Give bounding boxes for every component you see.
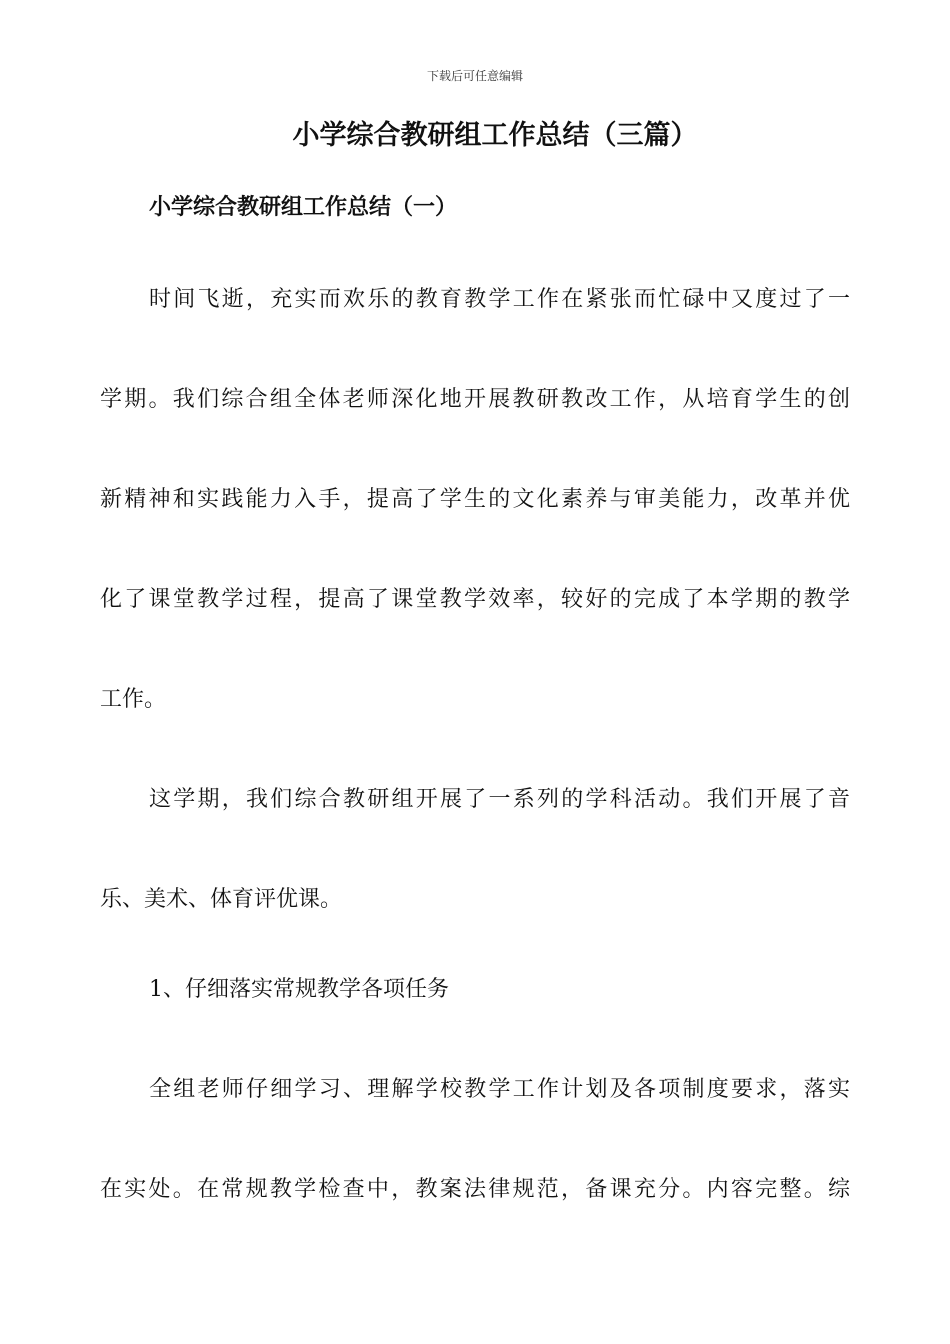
document-title: 小学综合教研组工作总结（三篇） bbox=[292, 120, 698, 151]
paragraph-line: 在实处。在常规教学检查中，教案法律规范，备课充分。内容完整。综 bbox=[100, 1177, 850, 1202]
paragraph-line: 学期。我们综合组全体老师深化地开展教研教改工作，从培育学生的创 bbox=[100, 387, 850, 412]
paragraph-1 bbox=[100, 250, 850, 750]
paragraph-line: 新精神和实践能力入手，提高了学生的文化素养与审美能力，改革并优 bbox=[100, 487, 850, 512]
paragraph-line: 化了课堂教学过程，提高了课堂教学效率，较好的完成了本学期的教学 bbox=[100, 587, 850, 612]
paragraph-line: 乐、美术、体育评优课。 bbox=[100, 887, 343, 912]
paragraph-line: 1、仔细落实常规教学各项任务 bbox=[149, 977, 449, 1002]
paragraph-4 bbox=[100, 1040, 850, 1240]
header-note: 下载后可任意编辑 bbox=[426, 69, 523, 83]
section-title: 小学综合教研组工作总结（一） bbox=[149, 194, 458, 220]
paragraph-3-heading bbox=[149, 940, 849, 1040]
paragraph-line: 这学期，我们综合教研组开展了一系列的学科活动。我们开展了音 bbox=[149, 787, 850, 812]
paragraph-line: 全组老师仔细学习、理解学校教学工作计划及各项制度要求，落实 bbox=[149, 1077, 850, 1102]
paragraph-line: 工作。 bbox=[100, 687, 167, 712]
paragraph-line: 时间飞逝，充实而欢乐的教育教学工作在紧张而忙碌中又度过了一 bbox=[149, 287, 850, 312]
paragraph-2 bbox=[100, 750, 850, 950]
